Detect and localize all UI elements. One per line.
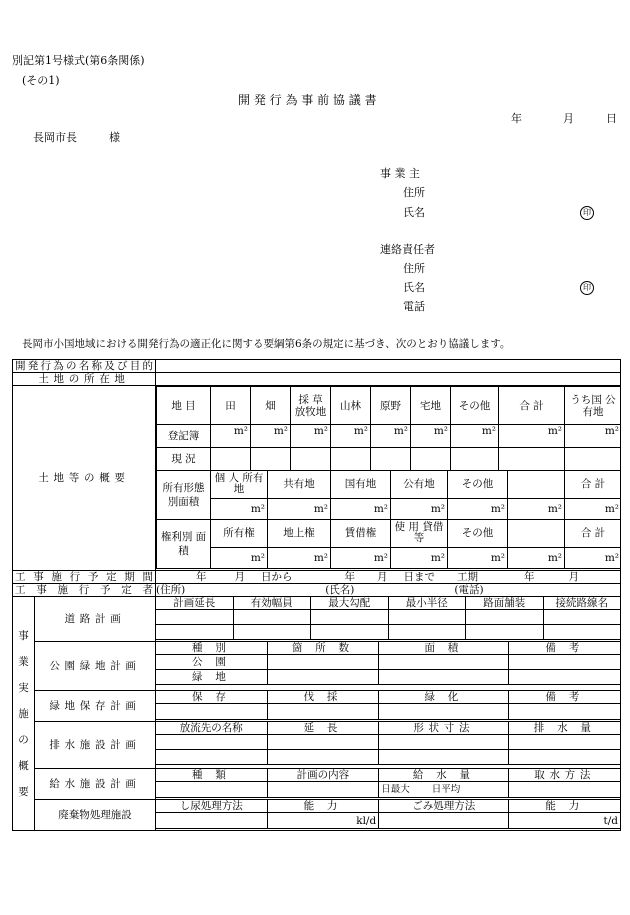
form-part: (その1) — [22, 74, 60, 87]
ownership-public: 公有地 — [391, 471, 448, 499]
registry-total-field[interactable]: m² — [499, 425, 565, 448]
project-overview-label: 事 業 実 施 の 概 要 — [13, 597, 35, 831]
park-row-green: 緑 地 — [156, 670, 268, 685]
land-type-wilderness: 原野 — [371, 387, 411, 425]
rights-total: 合 計 — [565, 520, 621, 548]
land-type-field: 畑 — [251, 387, 291, 425]
park-plan-label: 公園緑地計画 — [35, 642, 156, 691]
current-label: 現 況 — [157, 448, 211, 471]
period-field[interactable]: 年 月 日から 年 月 日まで 工期 年 月 — [156, 571, 621, 584]
land-type-public: うち国 公有地 — [565, 387, 621, 425]
registry-other-field[interactable]: m² — [451, 425, 499, 448]
ownership-national-field[interactable]: m² — [331, 498, 391, 519]
water-avg: 日平均 — [431, 783, 461, 795]
green-preserve: 保 存 — [156, 691, 268, 704]
seal-icon: 印 — [580, 206, 594, 220]
ownership-individual: 個 人 所有地 — [211, 471, 268, 499]
ownership-table — [156, 470, 621, 569]
contact-name-label: 氏名 — [403, 281, 425, 294]
rights-surface: 地上権 — [268, 520, 331, 548]
rights-surface-field[interactable]: m² — [268, 547, 331, 568]
water-max: 日最大 — [381, 783, 410, 795]
date-month: 月 — [563, 112, 574, 125]
water-plan-label: 給水施設計画 — [35, 769, 156, 800]
green-cut: 伐 採 — [267, 691, 379, 704]
road-paving: 路面舗装 — [466, 597, 544, 610]
road-connection: 接続路線名 — [543, 597, 621, 610]
road-plan-table — [156, 597, 621, 641]
drain-shape: 形状寸法 — [379, 722, 509, 735]
ownership-label: 所有形態 別面積 — [157, 471, 211, 520]
contractor-field[interactable]: (住所) (氏名) (電話) — [156, 584, 621, 597]
drain-plan-table — [156, 722, 621, 766]
consultation-form-table — [12, 359, 621, 831]
contractor-label: 工事施行予定者 — [13, 584, 156, 597]
land-type-paddy: 田 — [211, 387, 251, 425]
registry-public-field[interactable]: m² — [565, 425, 621, 448]
water-type: 種 類 — [156, 769, 268, 782]
registry-forest-field[interactable]: m² — [331, 425, 371, 448]
document-title: 開 発 行 為 事 前 協 議 書 — [238, 93, 377, 107]
rights-total-field[interactable]: m² — [565, 547, 621, 568]
park-count: 箇 所 数 — [267, 642, 379, 655]
applicant-label: 事 業 主 — [380, 167, 420, 180]
waste-garbage: ごみ処理方法 — [379, 800, 509, 813]
contact-phone-label: 電話 — [403, 300, 425, 313]
rights-ownership: 所有権 — [211, 520, 268, 548]
ownership-other: その他 — [448, 471, 508, 499]
name-purpose-label: 開発行為の名称及び目的 — [13, 360, 156, 373]
waste-unit-kl[interactable]: kl/d — [267, 813, 379, 829]
ownership-public-field[interactable]: m² — [391, 498, 448, 519]
park-type: 種 別 — [156, 642, 268, 655]
land-type-pasture: 採 草 放牧地 — [291, 387, 331, 425]
road-radius: 最小半径 — [388, 597, 466, 610]
location-label: 土地の所在地 — [13, 373, 156, 386]
road-width: 有効幅員 — [233, 597, 311, 610]
drain-volume: 排 水 量 — [509, 722, 621, 735]
registry-residential-field[interactable]: m² — [411, 425, 451, 448]
ownership-extra-field[interactable]: m² — [508, 498, 565, 519]
registry-wilderness-field[interactable]: m² — [371, 425, 411, 448]
green-plan-label: 緑地保存計画 — [35, 691, 156, 722]
applicant-name-label: 氏名 — [403, 206, 425, 219]
location-field[interactable] — [156, 373, 621, 386]
land-overview-label: 土地等の概要 — [13, 386, 156, 571]
period-label: 工事施行予定期間 — [13, 571, 156, 584]
form-number: 別記第1号様式(第6条関係) — [12, 54, 145, 67]
drain-length: 延 長 — [267, 722, 379, 735]
waste-sewage: し尿処理方法 — [156, 800, 268, 813]
rights-extra-field[interactable]: m² — [508, 547, 565, 568]
ownership-national: 国有地 — [331, 471, 391, 499]
drain-outlet: 放流先の名称 — [156, 722, 268, 735]
waste-plan-table — [156, 800, 621, 830]
ownership-total: 合 計 — [565, 471, 621, 499]
ownership-individual-field[interactable]: m² — [211, 498, 268, 519]
seal-icon: 印 — [580, 281, 594, 295]
land-type-total: 合 計 — [499, 387, 565, 425]
addressee-honorific: 様 — [109, 131, 120, 144]
road-plan-label: 道路計画 — [35, 597, 156, 642]
current-field[interactable] — [211, 448, 251, 471]
park-note: 備 考 — [509, 642, 621, 655]
water-plan-table — [156, 769, 621, 799]
road-length: 計画延長 — [156, 597, 234, 610]
green-note: 備 考 — [509, 691, 621, 704]
water-intake: 取水方法 — [509, 769, 621, 782]
applicant-address-label: 住所 — [403, 186, 425, 199]
water-content: 計画の内容 — [267, 769, 379, 782]
ownership-total-field[interactable]: m² — [565, 498, 621, 519]
park-row-park: 公 園 — [156, 655, 268, 670]
addressee: 長岡市長 — [33, 131, 77, 144]
waste-capacity1: 能 力 — [267, 800, 379, 813]
rights-other: その他 — [448, 520, 508, 548]
park-area: 面 積 — [379, 642, 509, 655]
ownership-shared: 共有地 — [268, 471, 331, 499]
land-type-residential: 宅地 — [411, 387, 451, 425]
land-overview-table — [156, 386, 621, 471]
registry-pasture-field[interactable]: m² — [291, 425, 331, 448]
waste-unit-t[interactable]: t/d — [509, 813, 621, 829]
contact-label: 連絡責任者 — [380, 243, 435, 256]
water-supply: 給 水 量 — [379, 769, 509, 782]
rights-lease: 賃借権 — [331, 520, 391, 548]
rights-loan: 使 用 貸借等 — [391, 520, 448, 548]
green-planting: 緑 化 — [379, 691, 509, 704]
rights-ownership-field[interactable]: m² — [211, 547, 268, 568]
registry-paddy-field[interactable]: m² — [211, 425, 251, 448]
waste-capacity2: 能 力 — [509, 800, 621, 813]
rights-loan-field[interactable]: m² — [391, 547, 448, 568]
land-type-other: その他 — [451, 387, 499, 425]
waste-plan-label: 廃棄物処理施設 — [35, 800, 156, 831]
road-slope: 最大勾配 — [311, 597, 389, 610]
park-plan-table — [156, 642, 621, 686]
rights-label: 権利別 面 積 — [157, 520, 211, 569]
land-type-forest: 山林 — [331, 387, 371, 425]
rights-other-field[interactable]: m² — [448, 547, 508, 568]
intro-text: 長岡市小国地域における開発行為の適正化に関する要綱第6条の規定に基づき、次のとおり協議します。 — [22, 338, 511, 350]
ownership-other-field[interactable]: m² — [448, 498, 508, 519]
drain-plan-label: 排水施設計画 — [35, 722, 156, 769]
date-day: 日 — [606, 112, 617, 125]
contact-address-label: 住所 — [403, 262, 425, 275]
ownership-shared-field[interactable]: m² — [268, 498, 331, 519]
date-year: 年 — [511, 112, 522, 125]
registry-field-field[interactable]: m² — [251, 425, 291, 448]
registry-label: 登記簿 — [157, 425, 211, 448]
name-purpose-field[interactable] — [156, 360, 621, 373]
land-type-header: 地 目 — [157, 387, 211, 425]
green-plan-table — [156, 691, 621, 721]
rights-lease-field[interactable]: m² — [331, 547, 391, 568]
